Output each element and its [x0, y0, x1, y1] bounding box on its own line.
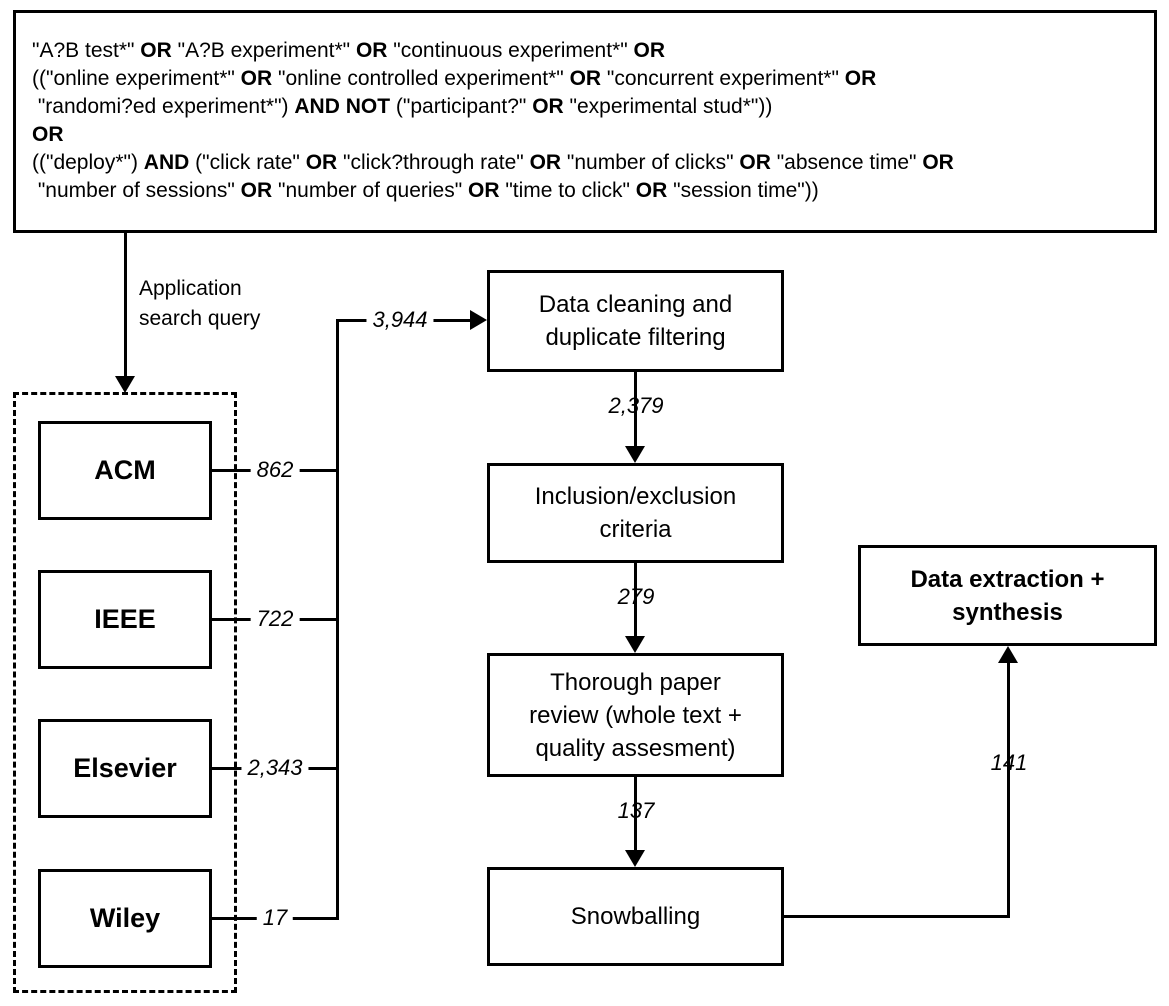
- step1-line1: Data cleaning and: [538, 291, 733, 318]
- snowballing-out-count-label: 141: [990, 750, 1028, 775]
- snowballing-out-line-horizontal: [784, 915, 1009, 918]
- query-line: "number of sessions" OR "number of queries" OR "time to click" OR "session time")): [32, 179, 819, 202]
- total-count-label: 3,944: [366, 307, 433, 333]
- collector-line: [336, 319, 339, 920]
- query-line: "randomi?ed experiment*") AND NOT ("participant?" OR "experimental stud*")): [32, 95, 773, 118]
- elsevier-count-label: 2,343: [241, 755, 308, 781]
- step3-line3: quality assesment): [535, 734, 736, 762]
- step2-line1: Inclusion/exclusion: [534, 483, 737, 510]
- acm-count-label: 862: [251, 457, 300, 483]
- query-line: "A?B test*" OR "A?B experiment*" OR "continuous experiment*" OR: [32, 39, 666, 62]
- search-query-box: [13, 10, 1157, 233]
- source-label-ieee: IEEE: [94, 604, 156, 634]
- query-to-sources-arrowhead-icon: [115, 376, 135, 393]
- query-line: (("deploy*") AND ("click rate" OR "click?through rate" OR "number of clicks" OR "absence time" OR: [32, 151, 954, 174]
- step1-line2: duplicate filtering: [545, 324, 726, 351]
- query-line: OR: [32, 123, 64, 146]
- snowballing-out-line-vertical: [1007, 661, 1010, 918]
- step3-line2: review (whole text +: [529, 701, 742, 729]
- query-line: (("online experiment*" OR "online controlled experiment*" OR "concurrent experiment*" OR: [32, 67, 877, 90]
- source-label-elsevier: Elsevier: [73, 753, 177, 783]
- step3-line1: Thorough paper: [550, 668, 721, 696]
- source-box-wiley: [38, 869, 212, 968]
- step2-out-count-label: 279: [617, 584, 655, 609]
- source-box-acm: [38, 421, 212, 520]
- source-label-acm: ACM: [94, 455, 156, 485]
- step4-line1: Snowballing: [570, 903, 701, 930]
- final-box-data-extraction: [858, 545, 1157, 646]
- step-box-snowballing: [487, 867, 784, 966]
- source-box-ieee: [38, 570, 212, 669]
- search-query-text: [32, 37, 1144, 205]
- total-flow-arrowhead-icon: [470, 310, 487, 330]
- step-box-paper-review: [487, 653, 784, 777]
- application-search-query-label: Application search query: [139, 277, 261, 330]
- step-box-data-cleaning: [487, 270, 784, 372]
- step3-out-count-label: 137: [617, 798, 655, 823]
- step1-out-count-label: 2,379: [608, 393, 664, 418]
- step2-line2: criteria: [599, 516, 672, 543]
- step1-to-step2-arrowhead-icon: [625, 446, 645, 463]
- final-line2: synthesis: [952, 598, 1063, 626]
- wiley-count-label: 17: [257, 905, 293, 931]
- step3-to-step4-arrowhead-icon: [625, 850, 645, 867]
- source-label-wiley: Wiley: [89, 903, 161, 933]
- source-box-elsevier: [38, 719, 212, 818]
- final-line1: Data extraction +: [910, 565, 1105, 593]
- snowballing-to-final-arrowhead-icon: [998, 646, 1018, 663]
- ieee-count-label: 722: [251, 606, 300, 632]
- step2-to-step3-arrowhead-icon: [625, 636, 645, 653]
- step-box-inclusion-exclusion: [487, 463, 784, 563]
- query-to-sources-line: [124, 233, 127, 376]
